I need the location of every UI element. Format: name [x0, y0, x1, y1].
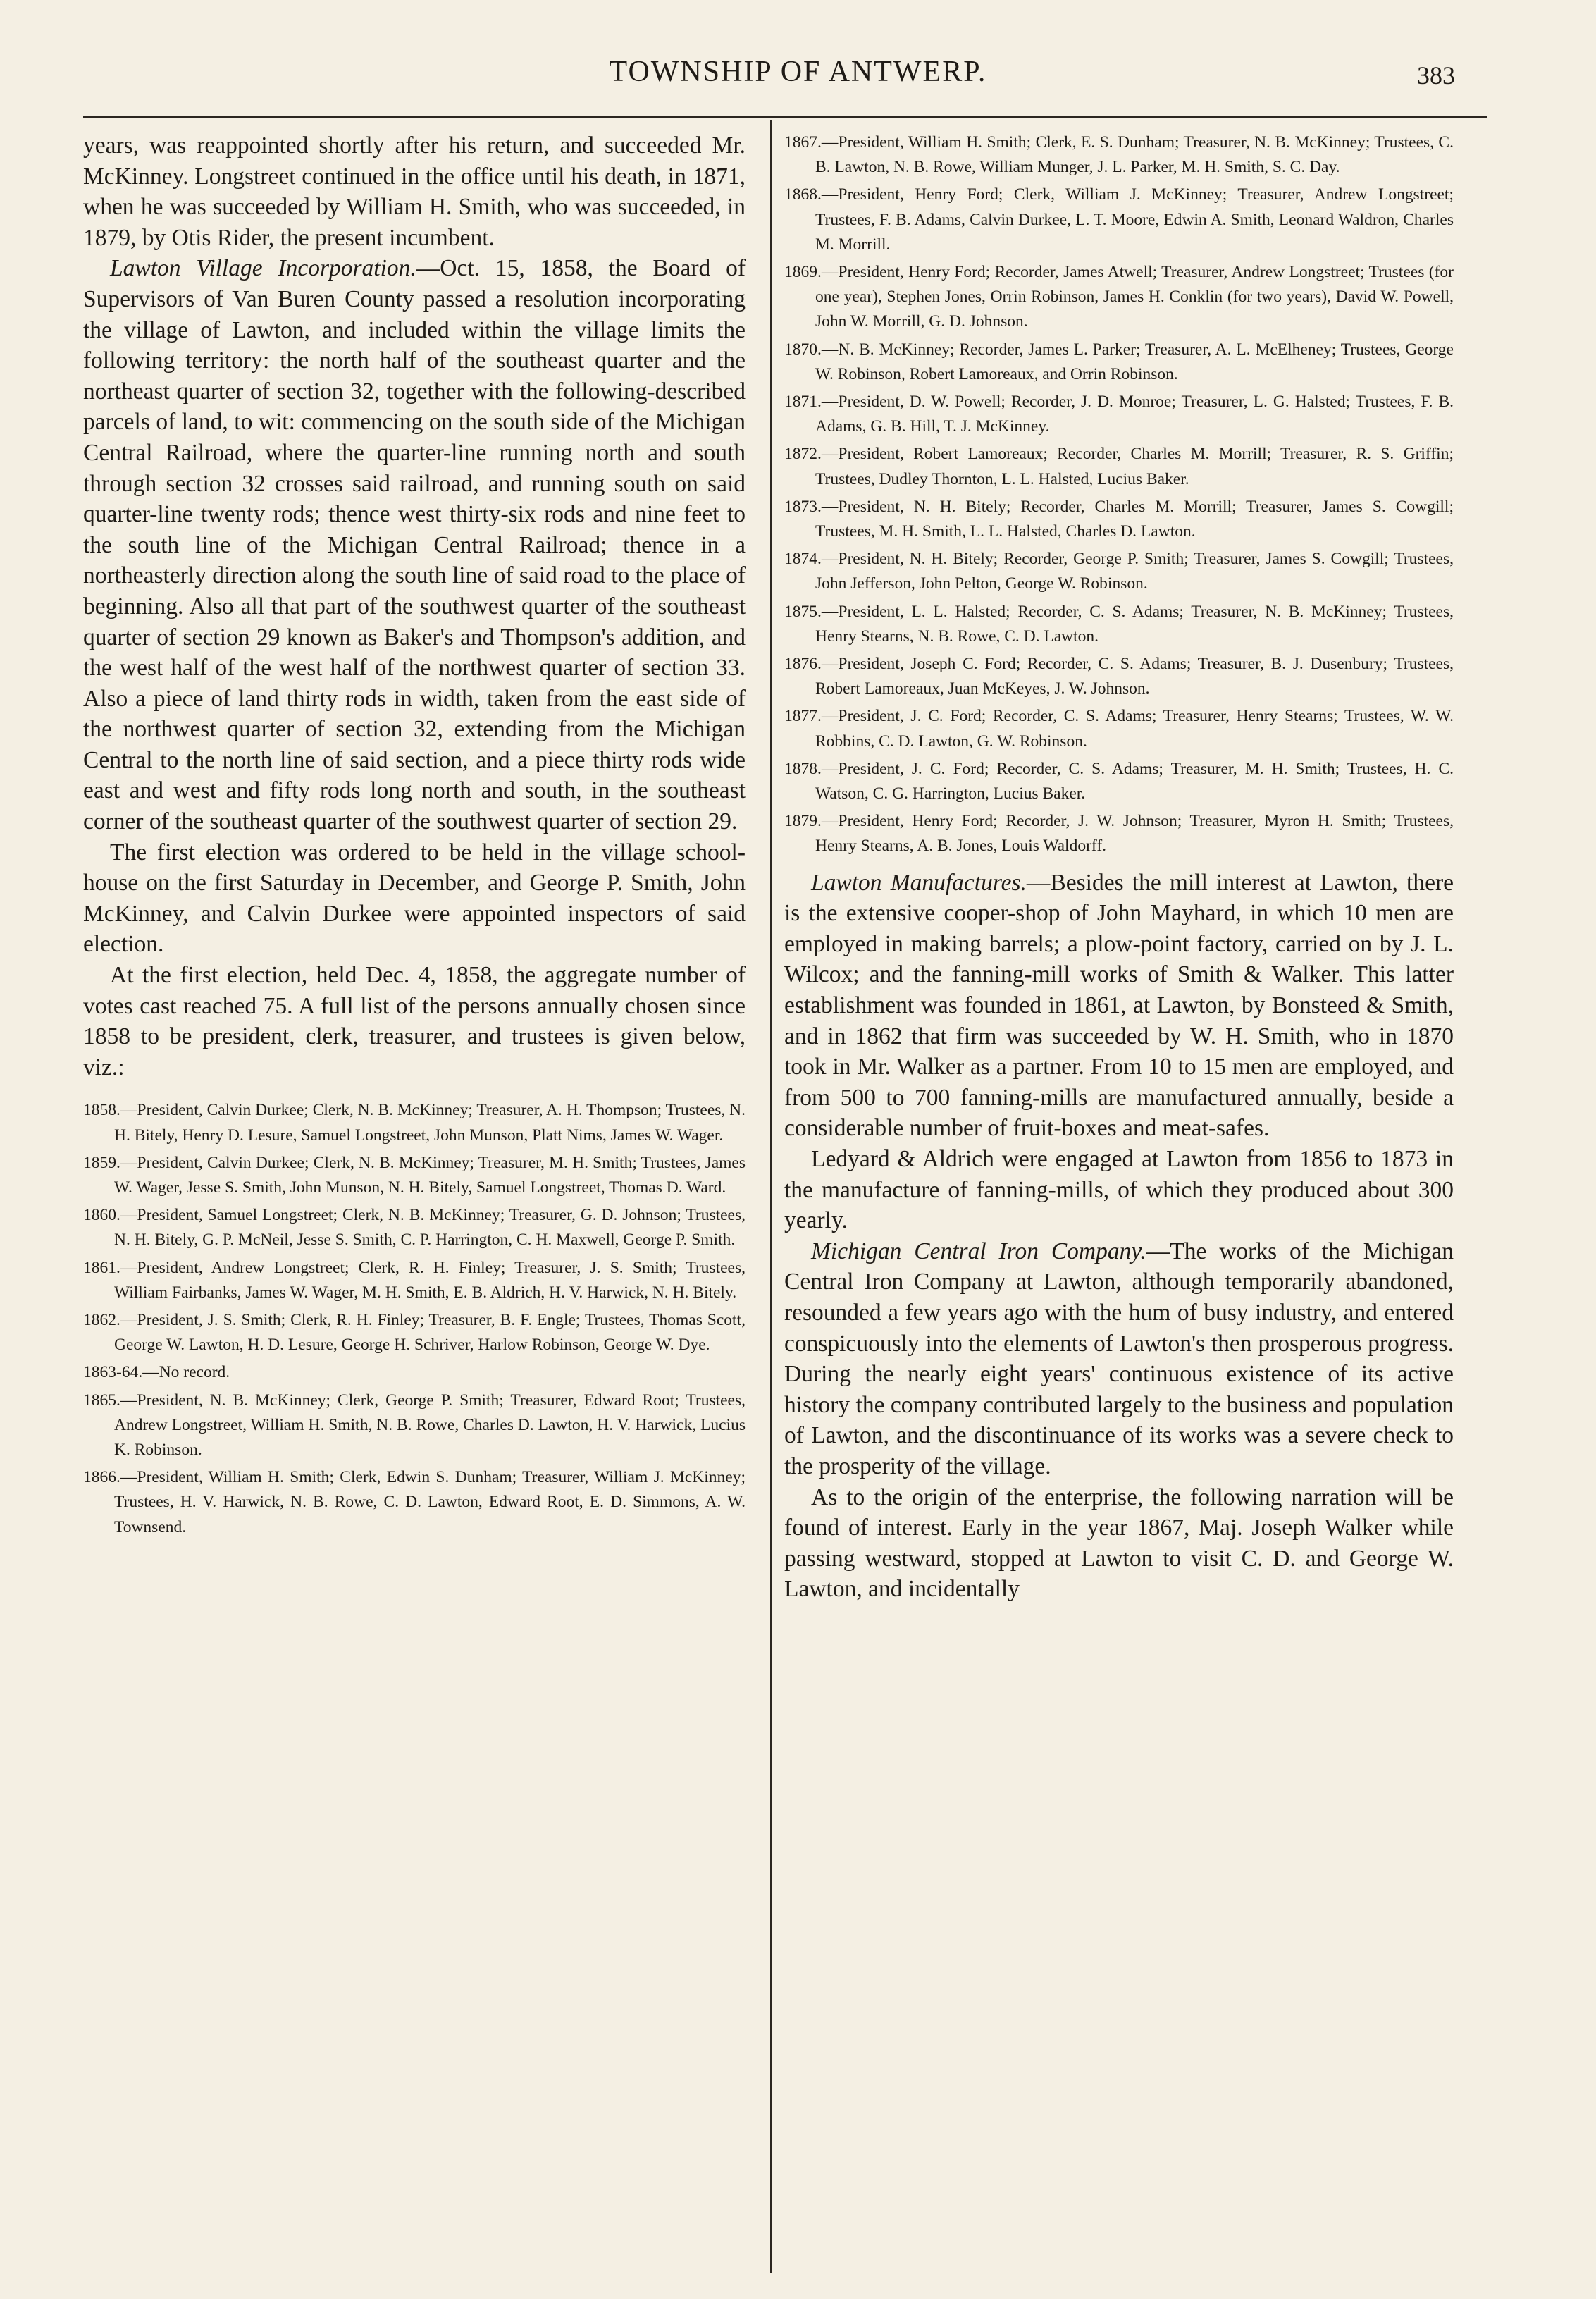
- officers-entry: 1879.—President, Henry Ford; Recorder, J. W. Johnson; Treasurer, Myron H. Smith; Trustees, Henry Stearns, A. B. Jones, Louis Waldorff.: [784, 812, 1454, 856]
- paragraph-lawton-manufactures: [784, 868, 1454, 1144]
- section-heading-village-incorporation: Lawton Village Incorporation.: [110, 255, 416, 282]
- officers-entry: 1870.—N. B. McKinney; Recorder, James L. Parker; Treasurer, A. L. McElheney; Trustees, George W. Robinson, Robert Lamoreaux, and Orrin Robinson.: [784, 340, 1454, 383]
- officers-list-left: [83, 1098, 746, 1539]
- paragraph-ledyard-aldrich: Ledyard & Aldrich were engaged at Lawton from 1856 to 1873 in the manufacture of fanning-mills, of which they produced about 300 yearly.: [784, 1146, 1454, 1234]
- officers-entry: 1872.—President, Robert Lamoreaux; Recorder, Charles M. Morrill; Treasurer, R. S. Griffin; Trustees, Dudley Thornton, L. L. Halsted, Lucius Baker.: [784, 445, 1454, 488]
- officers-entry: 1868.—President, Henry Ford; Clerk, William J. McKinney; Treasurer, Andrew Longstreet; Trustees, F. B. Adams, Calvin Durkee, L. T. Moore, Edwin A. Smith, Leonard Waldron, Charles M. Morrill.: [784, 185, 1454, 254]
- paragraph-continuation: years, was reappointed shortly after his return, and succeeded Mr. McKinney. Longstreet continued in the office until his death, in 1871, when he was succeeded by William H. Smith, who was succeeded, in 1879, by Otis Rider, the present incumbent.: [83, 132, 746, 251]
- officers-entry: 1875.—President, L. L. Halsted; Recorder, C. S. Adams; Treasurer, N. B. McKinney; Trustees, Henry Stearns, N. B. Rowe, C. D. Lawton.: [784, 602, 1454, 646]
- officers-entry: 1859.—President, Calvin Durkee; Clerk, N. B. McKinney; Treasurer, M. H. Smith; Trustees, James W. Wager, Jesse S. Smith, John Munson, N. H. Bitely, Samuel Longstreet, Thomas D. Ward.: [83, 1153, 746, 1197]
- officers-entry: 1874.—President, N. H. Bitely; Recorder, George P. Smith; Treasurer, James S. Cowgill; Trustees, John Jefferson, John Pelton, George W. Robinson.: [784, 550, 1454, 593]
- officers-entry: 1873.—President, N. H. Bitely; Recorder, Charles M. Morrill; Treasurer, James S. Cowgill; Trustees, M. H. Smith, L. L. Halsted, Charles D. Lawton.: [784, 497, 1454, 541]
- spacer: [784, 862, 1454, 868]
- paragraph-text: —Besides the mill interest at Lawton, there is the extensive cooper-shop of John Mayhard, in which 10 men are employed in making barrels; a plow-point factory, carried on by J. L. Wilcox; and the fanning-mill works of Smith & Walker. This latter establishment was founded in 1861, at Lawton, by Bonsteed & Smith, and in 1862 that firm was succeeded by W. H. Smith, who in 1870 took in Mr. Walker as a partner. From 10 to 15 men are employed, and from 500 to 700 fanning-mills are manufactured annually, beside a considerable number of fruit-boxes and meat-safes.: [784, 869, 1454, 1142]
- header-rule: [83, 116, 1487, 118]
- section-heading-lawton-manufactures: Lawton Manufactures.: [811, 869, 1027, 896]
- officers-entry: 1863-64.—No record.: [83, 1363, 230, 1382]
- paragraph-election-results: At the first election, held Dec. 4, 1858, the aggregate number of votes cast reached 75. A full list of the persons annually chosen since 1858 to be president, clerk, treasurer, and trustees is given below, viz.:: [83, 962, 746, 1080]
- officers-list-right: [784, 130, 1454, 859]
- section-heading-iron-company: Michigan Central Iron Company.: [811, 1238, 1146, 1264]
- officers-entry: 1876.—President, Joseph C. Ford; Recorder, C. S. Adams; Treasurer, B. J. Dusenbury; Trustees, Robert Lamoreaux, Juan McKeyes, J. W. Johnson.: [784, 655, 1454, 698]
- officers-entry: 1877.—President, J. C. Ford; Recorder, C. S. Adams; Treasurer, Henry Stearns; Trustees, W. W. Robbins, C. D. Lawton, G. W. Robinson.: [784, 707, 1454, 751]
- paragraph-village-incorporation: [83, 253, 746, 837]
- officers-entry: 1865.—President, N. B. McKinney; Clerk, George P. Smith; Treasurer, Edward Root; Trustees, Andrew Longstreet, William H. Smith, N. B. Rowe, Charles D. Lawton, H. V. Harwick, Lucius K. Robinson.: [83, 1391, 746, 1460]
- paragraph-text: —The works of the Michigan Central Iron Company at Lawton, although temporarily abandoned, resounded a few years ago with the hum of busy industry, and entered conspicuously into the elements of Lawton's then prosperous progress. During the nearly eight years' continuous existence of its active history the company contributed largely to the business and population of Lawton, and the discontinuance of its works was a severe check to the prosperity of the village.: [784, 1238, 1454, 1479]
- paragraph-iron-company: [784, 1236, 1454, 1482]
- running-title: TOWNSHIP OF ANTWERP.: [609, 56, 987, 88]
- right-column: [784, 130, 1454, 2273]
- officers-entry: 1866.—President, William H. Smith; Clerk, Edwin S. Dunham; Treasurer, William J. McKinney; Trustees, H. V. Harwick, N. B. Rowe, C. D. Lawton, Edward Root, E. D. Simmons, A. W. Townsend.: [83, 1468, 746, 1536]
- officers-entry: 1878.—President, J. C. Ford; Recorder, C. S. Adams; Treasurer, M. H. Smith; Trustees, H. C. Watson, C. G. Harrington, Lucius Baker.: [784, 759, 1454, 803]
- column-divider: [770, 120, 772, 2273]
- officers-entry: 1871.—President, D. W. Powell; Recorder, J. D. Monroe; Treasurer, L. G. Halsted; Trustees, F. B. Adams, G. B. Hill, T. J. McKinney.: [784, 393, 1454, 436]
- officers-entry: 1858.—President, Calvin Durkee; Clerk, N. B. McKinney; Treasurer, A. H. Thompson; Trustees, N. H. Bitely, Henry D. Lesure, Samuel Longstreet, John Munson, Platt Nims, James W. Wager.: [83, 1101, 746, 1145]
- officers-entry: 1861.—President, Andrew Longstreet; Clerk, R. H. Finley; Treasurer, J. S. Smith; Trustees, William Fairbanks, James W. Wager, M. H. Smith, E. B. Aldrich, H. V. Harwick, N. H. Bitely.: [83, 1258, 746, 1302]
- officers-entry: 1860.—President, Samuel Longstreet; Clerk, N. B. McKinney; Treasurer, G. D. Johnson; Trustees, N. H. Bitely, G. P. McNeil, Jesse S. Smith, C. P. Harrington, C. H. Maxwell, George P. Smith.: [83, 1206, 746, 1250]
- page-number: 383: [1417, 61, 1455, 90]
- officers-entry: 1869.—President, Henry Ford; Recorder, James Atwell; Treasurer, Andrew Longstreet; Trustees (for one year), Stephen Jones, Orrin Robinson, James H. Conklin (for two years), David W. Powell, John W. Morrill, G. D. Johnson.: [784, 263, 1454, 331]
- paragraph-first-election: The first election was ordered to be held in the village school-house on the first Saturday in December, and George P. Smith, John McKinney, and Calvin Durkee were appointed inspectors of said election.: [83, 839, 746, 958]
- officers-entry: 1862.—President, J. S. Smith; Clerk, R. H. Finley; Treasurer, B. F. Engle; Trustees, Thomas Scott, George W. Lawton, H. D. Lesure, George H. Schriver, Harlow Robinson, George W. Dye.: [83, 1311, 746, 1355]
- left-column: [83, 130, 746, 2202]
- paragraph-text: —Oct. 15, 1858, the Board of Supervisors of Van Buren County passed a resolution incorporating the village of Lawton, and included within the village limits the following territory: the north half of the southeast quarter and the northeast quarter of section 32, together with the following-described parcels of land, to wit: commencing on the south side of the Michigan Central Railroad, where the quarter-line running north and south through section 32 crosses said railroad, and running south on said quarter-line twenty rods; thence west thirty-six rods and nine feet to the south line of the Michigan Central Railroad; thence in a northeasterly direction along the south line of said road to the place of beginning. Also all that part of the southwest quarter of the southeast quarter of section 29 known as Baker's and Thompson's addition, and the west half of the west half of the northwest quarter of section 33. Also a piece of land thirty rods in width, taken from the east side of the northwest quarter of section 32, extending from the Michigan Central to the north line of said section, and a piece thirty rods wide east and west and fifty rods long north and south, in the southeast corner of the southeast quarter of the southwest quarter of section 29.: [83, 255, 746, 835]
- officers-entry: 1867.—President, William H. Smith; Clerk, E. S. Dunham; Treasurer, N. B. McKinney; Trustees, C. B. Lawton, N. B. Rowe, William Munger, J. L. Parker, M. H. Smith, S. C. Day.: [784, 133, 1454, 177]
- page-header: [0, 55, 1596, 104]
- paragraph-origin-enterprise: As to the origin of the enterprise, the following narration will be found of interest. Early in the year 1867, Maj. Joseph Walker while passing westward, stopped at Lawton to visit C. D. and George W. Lawton, and incidentally: [784, 1484, 1454, 1603]
